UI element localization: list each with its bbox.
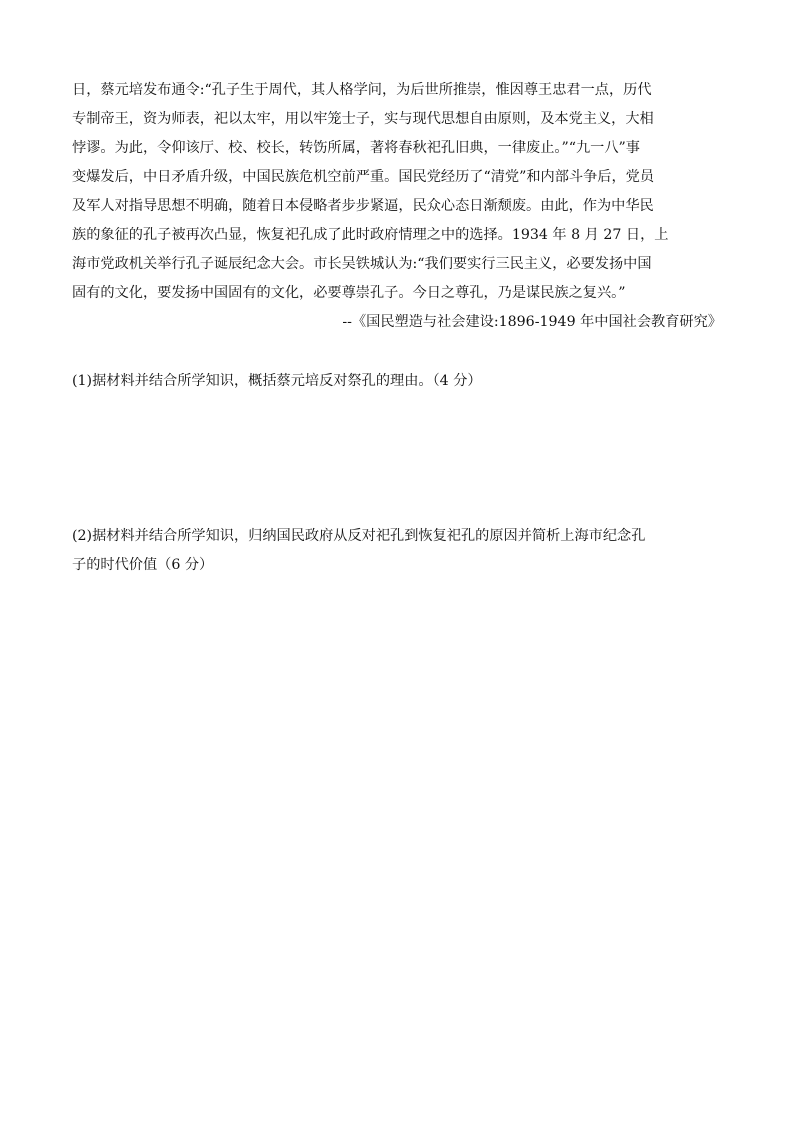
passage-line: 专制帝王，资为师表，祀以太牢，用以牢笼士子，实与现代思想自由原则，及本党主义，大相	[72, 111, 654, 127]
passage-line: 固有的文化，要发扬中国固有的文化，必要尊崇孔子。今日之尊孔，乃是谋民族之复兴。”	[72, 285, 626, 301]
passage-line: 族的象征的孔子被再次凸显，恢复祀孔成了此时政府情理之中的选择。1934 年 8 月 27 日，上	[72, 227, 669, 243]
material-passage	[72, 76, 724, 337]
question-1-text: (1)据材料并结合所学知识，概括蔡元培反对祭孔的理由。（4 分）	[72, 373, 482, 389]
passage-line: 悖谬。为此，令仰该厅、校、校长，转饬所属，著将春秋祀孔旧典，一律废止。”“九一八”事	[72, 140, 640, 156]
passage-line: 日，蔡元培发布通令:“孔子生于周代，其人格学问，为后世所推崇，惟因尊王忠君一点，历代	[72, 82, 652, 98]
question-2	[72, 522, 724, 580]
passage-line: 海市党政机关举行孔子诞辰纪念大会。市长吴铁城认为:“我们要实行三民主义，必要发扬中国	[72, 256, 652, 272]
source-citation: --《国民塑造与社会建设:1896-1949 年中国社会教育研究》	[342, 314, 722, 330]
question-2-text-line-1: (2)据材料并结合所学知识，归纳国民政府从反对祀孔到恢复祀孔的原因并简析上海市纪念孔	[72, 528, 646, 544]
passage-line: 及军人对指导思想不明确，随着日本侵略者步步紧逼，民众心态日渐颓废。由此，作为中华民	[72, 198, 654, 214]
passage-line: 变爆发后，中日矛盾升级，中国民族危机空前严重。国民党经历了“清党”和内部斗争后，党员	[72, 169, 655, 185]
question-1	[72, 367, 724, 396]
question-2-text-line-2: 子的时代价值（6 分）	[72, 557, 214, 573]
